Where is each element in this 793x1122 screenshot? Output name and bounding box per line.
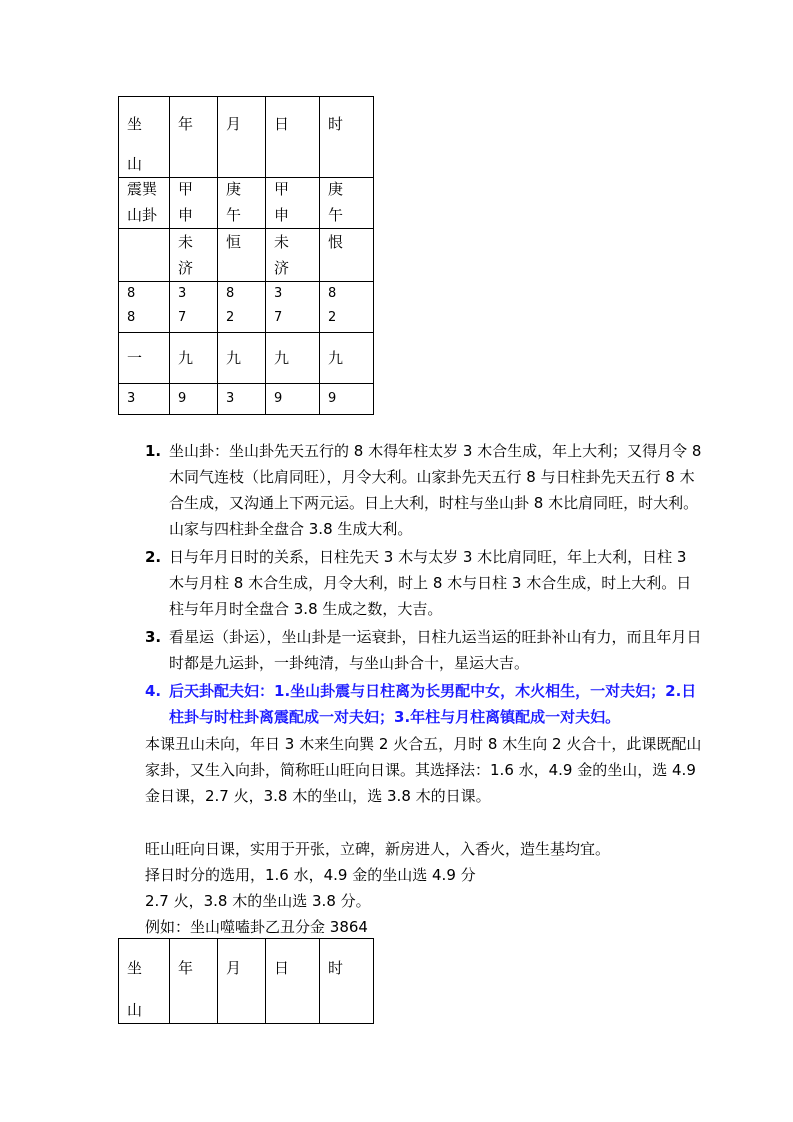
cell-text: 8 [127,286,136,301]
cell-text: 年 [178,959,194,977]
paragraph-summary: 本课丑山未向，年日 3 木来生向巽 2 火合五，月时 8 木生向 2 火合十，此课既配山家卦，又生入向卦，简称旺山旺向日课。其选择法：1.6 水，4.9 金的坐山，选 4.9 金日课，2.7 火，3.8 木的坐山，选 3.8 木的日课。 [145,735,702,805]
list-item [145,624,705,676]
list-item [145,544,705,622]
table-row [119,282,374,333]
cell-text: 甲 [274,180,290,198]
cell-text: 震巽 [127,180,158,198]
table-row [119,229,374,282]
list-item [145,438,705,542]
list-text: 日与年月日时的关系，日柱先天 3 木与太岁 3 木比肩同旺，年上大利，日柱 3 木与月柱 8 木合生成，月令大利，时上 8 木与日柱 3 木合生成，时上大利。日柱与年月时全盘合 3.8 生成之数，大吉。 [169,548,692,618]
cell-text: 未 [178,233,194,251]
list-text: 坐山卦：坐山卦先天五行的 8 木得年柱太岁 3 木合生成，年上大利；又得月令 8 木同气连枝（比肩同旺），月令大利。山家卦先天五行 8 与日柱卦先天五行 8 木合生成，又沟通上下两元运。日上大利，时柱与坐山卦 8 木比肩同旺，时大利。山家与四柱卦全盘合 3.8 生成大利。 [169,442,702,538]
table-cell [170,178,218,229]
list-number: 4. [145,682,162,700]
cell-text: 未 [274,233,290,251]
cell-text: 济 [178,259,194,277]
table-cell [218,97,266,178]
table-cell [218,229,266,282]
table-row [119,178,374,229]
cell-text: 一 [127,349,143,367]
cell-text: 7 [274,310,283,325]
cell-text: 9 [274,391,283,406]
cell-text: 年 [178,115,194,133]
table-cell [170,282,218,333]
cell-text: 时 [328,115,344,133]
cell-text: 9 [328,391,337,406]
table-cell [218,939,266,1024]
table-cell [218,333,266,384]
list-text: 后天卦配夫妇：1.坐山卦震与日柱离为长男配中女，木火相生，一对夫妇；2.日柱卦与时柱卦离震配成一对夫妇；3.年柱与月柱离镇配成一对夫妇。 [169,682,697,726]
paragraph-time-selection-2: 2.7 火，3.8 木的坐山选 3.8 分。 [145,892,371,910]
cell-text: 午 [226,206,242,224]
cell-text: 2 [226,310,235,325]
cell-text: 月 [226,115,242,133]
list-text: 看星运（卦运），坐山卦是一运衰卦，日柱九运当运的旺卦补山有力，而且年月日时都是九运卦，一卦纯清，与坐山卦合十，星运大吉。 [169,628,702,672]
table-cell [320,178,374,229]
cell-text: 3 [274,286,283,301]
cell-text: 申 [178,206,194,224]
example-table [118,938,374,1024]
cell-text: 九 [226,349,242,367]
cell-text: 恨 [328,233,344,251]
cell-text: 3 [178,286,187,301]
table-cell [119,229,170,282]
table-cell [320,282,374,333]
table-cell [119,333,170,384]
cell-text: 申 [274,206,290,224]
cell-text: 8 [226,286,235,301]
table-cell [266,939,320,1024]
table-cell [320,333,374,384]
list-number: 1. [145,442,162,460]
cell-text: 庚 [226,180,242,198]
cell-text: 8 [127,310,136,325]
table-cell [119,384,170,415]
paragraph-usage: 旺山旺向日课，实用于开张，立碑，新房进人，入香火，造生基均宜。 [145,840,611,858]
table-row [119,939,374,1024]
cell-text: 山 [127,1001,143,1019]
table-cell [218,178,266,229]
table-row [119,384,374,415]
table-cell [170,333,218,384]
paragraph-time-selection: 择日时分的选用，1.6 水，4.9 金的坐山选 4.9 分 [145,866,476,884]
cell-text: 恒 [226,233,242,251]
table-cell [320,939,374,1024]
table-cell [266,178,320,229]
list-number: 3. [145,628,162,646]
cell-text: 九 [328,349,344,367]
cell-text: 日 [274,959,290,977]
chart-table [118,96,374,415]
table-cell [320,229,374,282]
cell-text: 8 [328,286,337,301]
cell-text: 九 [178,349,194,367]
table-cell [119,939,170,1024]
table-row [119,333,374,384]
cell-text: 九 [274,349,290,367]
table-cell [266,229,320,282]
table-cell [266,97,320,178]
cell-text: 3 [226,391,235,406]
table-cell [320,97,374,178]
cell-text: 庚 [328,180,344,198]
table-cell [320,384,374,415]
cell-text: 午 [328,206,344,224]
cell-text: 3 [127,391,136,406]
cell-text: 坐 [127,115,143,133]
table-cell [266,384,320,415]
table-cell [170,229,218,282]
cell-text: 坐 [127,959,143,977]
table-cell [119,178,170,229]
table-cell [170,939,218,1024]
table-cell [218,282,266,333]
analysis-list [145,438,705,732]
table-cell [218,384,266,415]
cell-text: 时 [328,959,344,977]
cell-text: 甲 [178,180,194,198]
list-item-highlighted [145,678,705,730]
table-cell [170,384,218,415]
list-number: 2. [145,548,162,566]
cell-text: 山卦 [127,206,158,224]
table-row [119,97,374,178]
table-cell [266,282,320,333]
cell-text: 7 [178,310,187,325]
cell-text: 山 [127,155,143,173]
cell-text: 济 [274,259,290,277]
table-cell [119,97,170,178]
cell-text: 9 [178,391,187,406]
cell-text: 2 [328,310,337,325]
cell-text: 月 [226,959,242,977]
cell-text: 日 [274,115,290,133]
table-cell [266,333,320,384]
table-cell [170,97,218,178]
paragraph-example: 例如：坐山噬嗑卦乙丑分金 3864 [145,918,368,936]
table-cell [119,282,170,333]
